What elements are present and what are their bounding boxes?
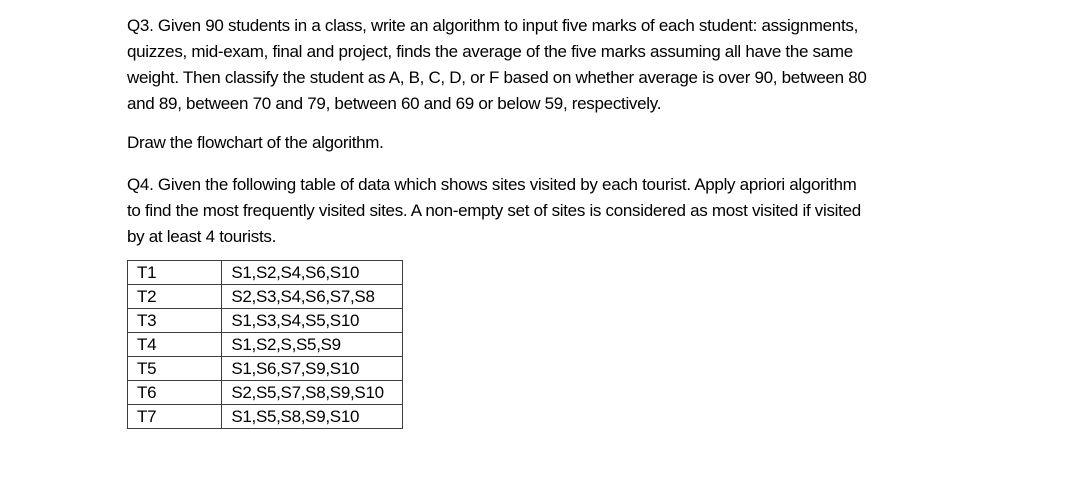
- table-row: [128, 333, 403, 357]
- sites-cell: S1,S6,S7,S9,S10: [222, 357, 403, 381]
- question-4-line: to find the most frequently visited sites. A non-empty set of sites is considered as most visited if visited: [127, 201, 861, 220]
- sites-cell: S1,S2,S4,S6,S10: [222, 261, 403, 285]
- question-3-line: quizzes, mid-exam, final and project, finds the average of the five marks assuming all have the same: [127, 42, 853, 61]
- question-4-paragraph: [127, 172, 1027, 250]
- document-page: [127, 13, 1027, 429]
- question-4-line: by at least 4 tourists.: [127, 227, 277, 246]
- tourist-id-cell: T5: [128, 357, 222, 381]
- tourist-id-cell: T3: [128, 309, 222, 333]
- table-row: [128, 285, 403, 309]
- table-row: [128, 261, 403, 285]
- table-row: [128, 309, 403, 333]
- question-4-line: Q4. Given the following table of data which shows sites visited by each tourist. Apply apriori algorithm: [127, 175, 857, 194]
- question-3-line: and 89, between 70 and 79, between 60 and 69 or below 59, respectively.: [127, 94, 662, 113]
- sites-cell: S1,S2,S,S5,S9: [222, 333, 403, 357]
- tourist-id-cell: T6: [128, 381, 222, 405]
- sites-cell: S1,S5,S8,S9,S10: [222, 405, 403, 429]
- question-3-line: weight. Then classify the student as A, B, C, D, or F based on whether average is over 90, between 80: [127, 68, 867, 87]
- table-row: [128, 357, 403, 381]
- tourist-id-cell: T7: [128, 405, 222, 429]
- sites-cell: S2,S3,S4,S6,S7,S8: [222, 285, 403, 309]
- question-3-line: Q3. Given 90 students in a class, write an algorithm to input five marks of each student: assignments,: [127, 16, 858, 35]
- flowchart-instruction: Draw the flowchart of the algorithm.: [127, 133, 384, 152]
- tourist-sites-table: [127, 260, 403, 429]
- tourist-id-cell: T2: [128, 285, 222, 309]
- sites-cell: S2,S5,S7,S8,S9,S10: [222, 381, 403, 405]
- table-row: [128, 405, 403, 429]
- tourist-id-cell: T1: [128, 261, 222, 285]
- sites-cell: S1,S3,S4,S5,S10: [222, 309, 403, 333]
- question-3-paragraph: [127, 13, 1027, 117]
- tourist-id-cell: T4: [128, 333, 222, 357]
- table-row: [128, 381, 403, 405]
